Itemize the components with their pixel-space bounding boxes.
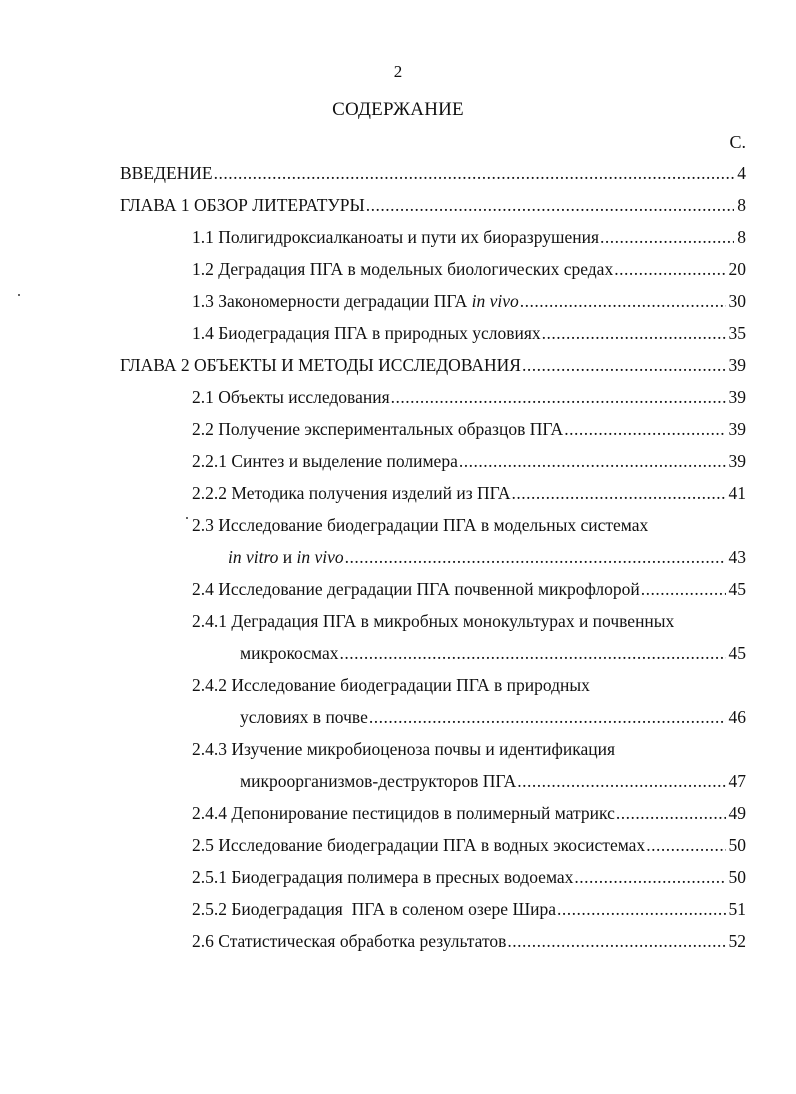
toc-entry-1-1[interactable] bbox=[192, 221, 746, 253]
toc-entry-text: 2.2.2 Методика получения изделий из ПГА bbox=[192, 483, 511, 503]
toc-entry-2-3-continued[interactable] bbox=[228, 541, 746, 573]
leader-dots bbox=[564, 413, 725, 445]
toc-entry-page: 20 bbox=[728, 259, 746, 279]
toc-entry-text-italic: in vivo bbox=[296, 547, 344, 567]
toc-entry-page: 51 bbox=[728, 899, 746, 919]
toc-entry-text: ГЛАВА 2 ОБЪЕКТЫ И МЕТОДЫ ИССЛЕДОВАНИЯ bbox=[120, 355, 521, 375]
toc-entry-page: 35 bbox=[728, 323, 746, 343]
leader-dots bbox=[517, 765, 725, 797]
toc-entry-text: 1.2 Деградация ПГА в модельных биологических средах bbox=[192, 259, 614, 279]
toc-entry-text bbox=[192, 285, 519, 317]
toc-entry-text: микрокосмах bbox=[240, 643, 339, 663]
toc-entry-text-main: и bbox=[278, 547, 297, 567]
toc-entry-text: 2.2 Получение экспериментальных образцов ПГА bbox=[192, 419, 564, 439]
toc-entry-page: 30 bbox=[728, 291, 746, 311]
toc-entry-page: 39 bbox=[728, 419, 746, 439]
toc-entry-chapter-2[interactable] bbox=[120, 349, 746, 381]
toc-entry-chapter-1[interactable] bbox=[120, 189, 746, 221]
leader-dots bbox=[646, 829, 725, 861]
toc-entry-page: 39 bbox=[728, 355, 746, 375]
toc-entry-text: 2.5 Исследование биодеградации ПГА в водных экосистемах bbox=[192, 835, 646, 855]
leader-dots bbox=[366, 189, 734, 221]
toc-entry-2-1[interactable] bbox=[192, 381, 746, 413]
toc-entry-text bbox=[228, 541, 344, 573]
toc-entry-page: 8 bbox=[737, 227, 746, 247]
toc-entry-page: 8 bbox=[737, 195, 746, 215]
toc-entry-2-2-2[interactable] bbox=[192, 477, 746, 509]
toc-entry-1-4[interactable] bbox=[192, 317, 746, 349]
page-title: СОДЕРЖАНИЕ bbox=[332, 99, 464, 120]
leader-dots bbox=[614, 253, 725, 285]
toc-entry-text: 2.6 Статистическая обработка результатов bbox=[192, 931, 507, 951]
leader-dots bbox=[557, 893, 726, 925]
toc-entry-page: 45 bbox=[728, 579, 746, 599]
toc-entry-1-3[interactable] bbox=[192, 285, 746, 317]
toc-entry-text: условиях в почве bbox=[240, 707, 368, 727]
toc-entry-text-italic: in vivo bbox=[471, 291, 519, 311]
toc-entry-text: 2.4.4 Депонирование пестицидов в полимерный матрикс bbox=[192, 803, 615, 823]
leader-dots bbox=[345, 541, 726, 573]
toc-entry-page: 39 bbox=[728, 387, 746, 407]
leader-dots bbox=[520, 285, 726, 317]
toc-entry-page: 47 bbox=[728, 771, 746, 791]
toc-entry-text: 2.2.1 Синтез и выделение полимера bbox=[192, 451, 458, 471]
leader-dots bbox=[522, 349, 726, 381]
toc-entry-page: 45 bbox=[728, 643, 746, 663]
leader-dots bbox=[339, 637, 725, 669]
toc-entry-2-5-2[interactable] bbox=[192, 893, 746, 925]
leader-dots bbox=[616, 797, 726, 829]
leader-dots bbox=[459, 445, 726, 477]
toc-entry-page: 41 bbox=[728, 483, 746, 503]
toc-entry-2-4-2-continued[interactable] bbox=[240, 701, 746, 733]
leader-dots bbox=[542, 317, 726, 349]
toc-entry-2-4-3[interactable]: 2.4.3 Изучение микробиоценоза почвы и идентификация bbox=[192, 739, 616, 759]
toc-entry-text: микроорганизмов-деструкторов ПГА bbox=[240, 771, 517, 791]
toc-entry-2-2-1[interactable] bbox=[192, 445, 746, 477]
toc-entry-2-4-1[interactable]: 2.4.1 Деградация ПГА в микробных монокультурах и почвенных bbox=[192, 611, 675, 631]
toc-entry-2-4-4[interactable] bbox=[192, 797, 746, 829]
toc-entry-text: 2.1 Объекты исследования bbox=[192, 387, 390, 407]
leader-dots bbox=[641, 573, 726, 605]
toc-entry-text: 2.5.2 Биодеградация ПГА в соленом озере Шира bbox=[192, 899, 556, 919]
toc-entry-2-5[interactable] bbox=[192, 829, 746, 861]
toc-entry-page: 49 bbox=[728, 803, 746, 823]
leader-dots bbox=[391, 381, 726, 413]
toc-entry-page: 39 bbox=[728, 451, 746, 471]
page-column-label: С. bbox=[729, 132, 746, 152]
toc-entry-2-4-1-continued[interactable] bbox=[240, 637, 746, 669]
toc-entry-text: ВВЕДЕНИЕ bbox=[120, 163, 213, 183]
page-number: 2 bbox=[393, 62, 403, 81]
toc-entry-page: 46 bbox=[728, 707, 746, 727]
toc-entry-2-2[interactable] bbox=[192, 413, 746, 445]
leader-dots bbox=[512, 477, 726, 509]
toc-entry-2-4[interactable] bbox=[192, 573, 746, 605]
toc-entry-text: 1.1 Полигидроксиалканоаты и пути их биоразрушения bbox=[192, 227, 599, 247]
toc-entry-text: ГЛАВА 1 ОБЗОР ЛИТЕРАТУРЫ bbox=[120, 195, 365, 215]
toc-entry-2-3[interactable]: 2.3 Исследование биодеградации ПГА в модельных системах bbox=[192, 515, 649, 535]
leader-dots bbox=[600, 221, 734, 253]
toc-entry-2-4-2[interactable]: 2.4.2 Исследование биодеградации ПГА в природных bbox=[192, 675, 590, 695]
toc-entry-text: 1.4 Биодеградация ПГА в природных условиях bbox=[192, 323, 541, 343]
toc-entry-text: 2.5.1 Биодеградация полимера в пресных водоемах bbox=[192, 867, 574, 887]
toc-entry-page: 50 bbox=[728, 867, 746, 887]
toc-entry-2-5-1[interactable] bbox=[192, 861, 746, 893]
toc-entry-introduction[interactable] bbox=[120, 157, 746, 189]
toc-entry-page: 50 bbox=[728, 835, 746, 855]
toc-entry-page: 52 bbox=[728, 931, 746, 951]
toc-entry-2-4-3-continued[interactable] bbox=[240, 765, 746, 797]
leader-dots bbox=[574, 861, 725, 893]
toc-entry-2-6[interactable] bbox=[192, 925, 746, 957]
toc-entry-page: 43 bbox=[728, 547, 746, 567]
toc-entry-text-main: 1.3 Закономерности деградации ПГА bbox=[192, 291, 468, 311]
leader-dots bbox=[369, 701, 726, 733]
leader-dots bbox=[214, 157, 735, 189]
leader-dots bbox=[507, 925, 725, 957]
scan-speck bbox=[18, 294, 20, 296]
scan-speck bbox=[186, 517, 188, 519]
toc-entry-page: 4 bbox=[737, 163, 746, 183]
toc-entry-text-italic: in vitro bbox=[228, 547, 279, 567]
toc-entry-text: 2.4 Исследование деградации ПГА почвенной микрофлорой bbox=[192, 579, 640, 599]
toc-entry-1-2[interactable] bbox=[192, 253, 746, 285]
